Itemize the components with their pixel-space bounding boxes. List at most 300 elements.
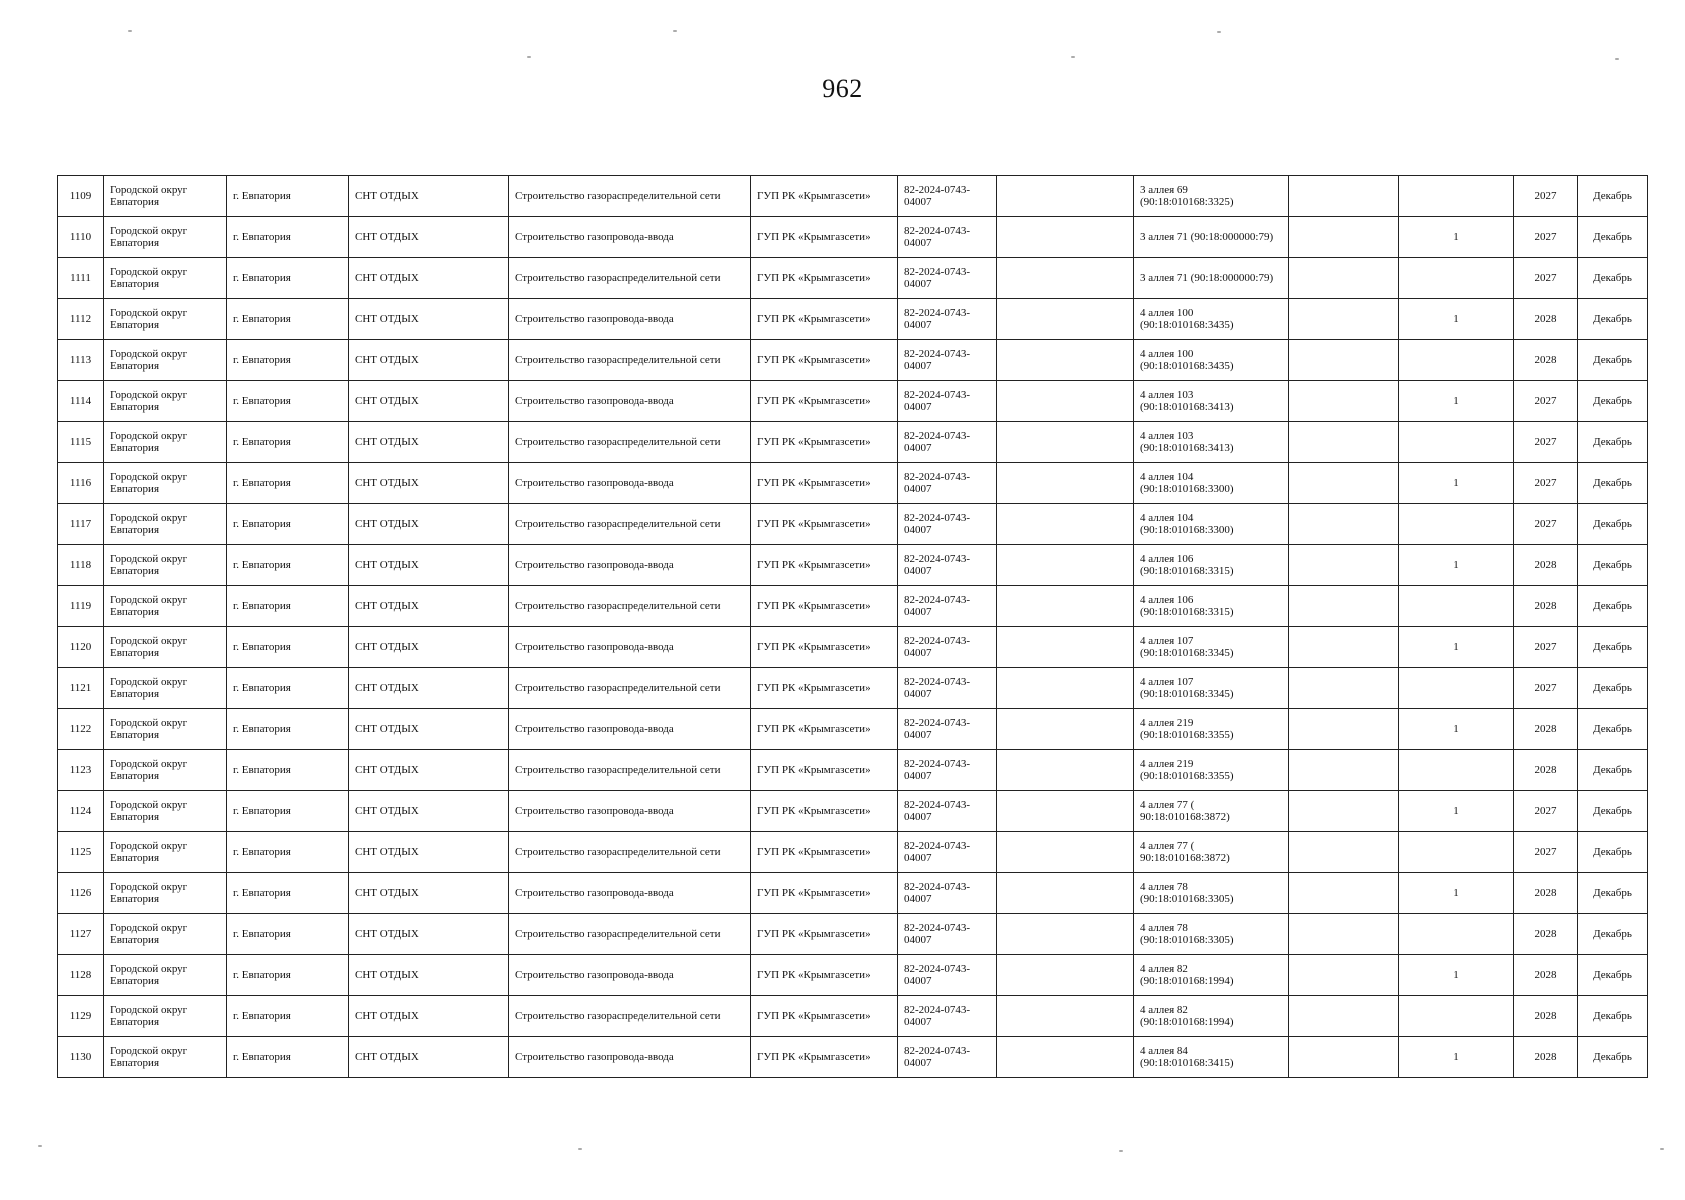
work-type-cell: Строительство газораспределительной сети [509,504,751,545]
table-row [58,627,1648,668]
snt-cell: СНТ ОТДЫХ [349,996,509,1037]
address-cell: 4 аллея 219 (90:18:010168:3355) [1134,750,1289,791]
address-cell: 4 аллея 107 (90:18:010168:3345) [1134,668,1289,709]
snt-cell: СНТ ОТДЫХ [349,381,509,422]
month-cell: Декабрь [1578,955,1648,996]
empty-cell [997,832,1134,873]
count-cell: 1 [1399,955,1514,996]
city-cell: г. Евпатория [227,791,349,832]
contract-number-cell: 82-2024-0743-04007 [898,832,997,873]
contract-number-cell: 82-2024-0743-04007 [898,627,997,668]
organization-cell: ГУП РК «Крымгазсети» [751,340,898,381]
contract-number-cell: 82-2024-0743-04007 [898,873,997,914]
count-cell: 1 [1399,463,1514,504]
table-row [58,955,1648,996]
year-cell: 2028 [1514,996,1578,1037]
row-number: 1113 [58,340,104,381]
snt-cell: СНТ ОТДЫХ [349,914,509,955]
snt-cell: СНТ ОТДЫХ [349,832,509,873]
organization-cell: ГУП РК «Крымгазсети» [751,586,898,627]
snt-cell: СНТ ОТДЫХ [349,791,509,832]
city-cell: г. Евпатория [227,340,349,381]
district-cell: Городской округ Евпатория [104,709,227,750]
work-type-cell: Строительство газопровода-ввода [509,545,751,586]
row-number: 1126 [58,873,104,914]
city-cell: г. Евпатория [227,176,349,217]
snt-cell: СНТ ОТДЫХ [349,709,509,750]
district-cell: Городской округ Евпатория [104,463,227,504]
work-type-cell: Строительство газораспределительной сети [509,422,751,463]
table-row [58,709,1648,750]
organization-cell: ГУП РК «Крымгазсети» [751,750,898,791]
month-cell: Декабрь [1578,217,1648,258]
work-type-cell: Строительство газопровода-ввода [509,791,751,832]
count-cell [1399,176,1514,217]
month-cell: Декабрь [1578,504,1648,545]
empty-cell [1289,586,1399,627]
snt-cell: СНТ ОТДЫХ [349,504,509,545]
snt-cell: СНТ ОТДЫХ [349,586,509,627]
month-cell: Декабрь [1578,340,1648,381]
month-cell: Декабрь [1578,709,1648,750]
city-cell: г. Евпатория [227,914,349,955]
empty-cell [997,750,1134,791]
district-cell: Городской округ Евпатория [104,955,227,996]
organization-cell: ГУП РК «Крымгазсети» [751,176,898,217]
snt-cell: СНТ ОТДЫХ [349,955,509,996]
snt-cell: СНТ ОТДЫХ [349,668,509,709]
snt-cell: СНТ ОТДЫХ [349,422,509,463]
year-cell: 2027 [1514,176,1578,217]
year-cell: 2027 [1514,463,1578,504]
table-row [58,340,1648,381]
year-cell: 2027 [1514,217,1578,258]
contract-number-cell: 82-2024-0743-04007 [898,586,997,627]
year-cell: 2028 [1514,955,1578,996]
empty-cell [1289,791,1399,832]
address-cell: 3 аллея 69 (90:18:010168:3325) [1134,176,1289,217]
organization-cell: ГУП РК «Крымгазсети» [751,504,898,545]
work-type-cell: Строительство газораспределительной сети [509,832,751,873]
empty-cell [997,176,1134,217]
empty-cell [997,463,1134,504]
count-cell: 1 [1399,299,1514,340]
snt-cell: СНТ ОТДЫХ [349,258,509,299]
page-number: 962 [822,74,863,103]
empty-cell [1289,258,1399,299]
district-cell: Городской округ Евпатория [104,381,227,422]
city-cell: г. Евпатория [227,545,349,586]
year-cell: 2028 [1514,586,1578,627]
address-cell: 4 аллея 82 (90:18:010168:1994) [1134,955,1289,996]
organization-cell: ГУП РК «Крымгазсети» [751,217,898,258]
empty-cell [997,709,1134,750]
empty-cell [997,217,1134,258]
year-cell: 2028 [1514,750,1578,791]
empty-cell [997,586,1134,627]
table-row [58,176,1648,217]
table-row [58,463,1648,504]
address-cell: 4 аллея 100 (90:18:010168:3435) [1134,340,1289,381]
year-cell: 2027 [1514,627,1578,668]
empty-cell [1289,832,1399,873]
count-cell: 1 [1399,709,1514,750]
city-cell: г. Евпатория [227,627,349,668]
district-cell: Городской округ Евпатория [104,996,227,1037]
work-type-cell: Строительство газораспределительной сети [509,668,751,709]
empty-cell [1289,545,1399,586]
snt-cell: СНТ ОТДЫХ [349,545,509,586]
table-row [58,545,1648,586]
empty-cell [997,1037,1134,1078]
count-cell: 1 [1399,873,1514,914]
scan-speck [527,56,531,58]
city-cell: г. Евпатория [227,217,349,258]
city-cell: г. Евпатория [227,422,349,463]
count-cell [1399,422,1514,463]
count-cell [1399,258,1514,299]
month-cell: Декабрь [1578,873,1648,914]
empty-cell [997,422,1134,463]
organization-cell: ГУП РК «Крымгазсети» [751,299,898,340]
contract-number-cell: 82-2024-0743-04007 [898,996,997,1037]
table-row [58,668,1648,709]
scan-speck [1615,58,1619,60]
count-cell [1399,340,1514,381]
contract-number-cell: 82-2024-0743-04007 [898,1037,997,1078]
count-cell [1399,996,1514,1037]
city-cell: г. Евпатория [227,832,349,873]
empty-cell [997,299,1134,340]
month-cell: Декабрь [1578,914,1648,955]
table-row [58,299,1648,340]
month-cell: Декабрь [1578,176,1648,217]
row-number: 1111 [58,258,104,299]
organization-cell: ГУП РК «Крымгазсети» [751,1037,898,1078]
empty-cell [997,996,1134,1037]
district-cell: Городской округ Евпатория [104,627,227,668]
month-cell: Декабрь [1578,258,1648,299]
district-cell: Городской округ Евпатория [104,914,227,955]
year-cell: 2028 [1514,1037,1578,1078]
year-cell: 2028 [1514,873,1578,914]
empty-cell [1289,996,1399,1037]
row-number: 1115 [58,422,104,463]
address-cell: 4 аллея 100 (90:18:010168:3435) [1134,299,1289,340]
table-row [58,586,1648,627]
scan-speck [673,30,677,32]
work-type-cell: Строительство газораспределительной сети [509,176,751,217]
empty-cell [1289,217,1399,258]
city-cell: г. Евпатория [227,1037,349,1078]
count-cell: 1 [1399,791,1514,832]
work-type-cell: Строительство газопровода-ввода [509,381,751,422]
empty-cell [1289,176,1399,217]
year-cell: 2027 [1514,381,1578,422]
organization-cell: ГУП РК «Крымгазсети» [751,873,898,914]
row-number: 1118 [58,545,104,586]
row-number: 1127 [58,914,104,955]
organization-cell: ГУП РК «Крымгазсети» [751,914,898,955]
contract-number-cell: 82-2024-0743-04007 [898,258,997,299]
empty-cell [997,627,1134,668]
work-type-cell: Строительство газопровода-ввода [509,627,751,668]
count-cell [1399,750,1514,791]
scan-speck [1217,31,1221,33]
snt-cell: СНТ ОТДЫХ [349,1037,509,1078]
work-type-cell: Строительство газораспределительной сети [509,914,751,955]
address-cell: 3 аллея 71 (90:18:000000:79) [1134,217,1289,258]
organization-cell: ГУП РК «Крымгазсети» [751,381,898,422]
empty-cell [997,791,1134,832]
organization-cell: ГУП РК «Крымгазсети» [751,955,898,996]
table-row [58,996,1648,1037]
address-cell: 4 аллея 107 (90:18:010168:3345) [1134,627,1289,668]
work-type-cell: Строительство газораспределительной сети [509,750,751,791]
month-cell: Декабрь [1578,463,1648,504]
snt-cell: СНТ ОТДЫХ [349,627,509,668]
row-number: 1119 [58,586,104,627]
empty-cell [1289,381,1399,422]
year-cell: 2028 [1514,914,1578,955]
row-number: 1112 [58,299,104,340]
month-cell: Декабрь [1578,586,1648,627]
empty-cell [1289,627,1399,668]
table-row [58,873,1648,914]
city-cell: г. Евпатория [227,586,349,627]
district-cell: Городской округ Евпатория [104,422,227,463]
snt-cell: СНТ ОТДЫХ [349,340,509,381]
contract-number-cell: 82-2024-0743-04007 [898,422,997,463]
address-cell: 4 аллея 78 (90:18:010168:3305) [1134,873,1289,914]
row-number: 1125 [58,832,104,873]
count-cell: 1 [1399,1037,1514,1078]
empty-cell [997,545,1134,586]
address-cell: 3 аллея 71 (90:18:000000:79) [1134,258,1289,299]
empty-cell [1289,873,1399,914]
row-number: 1116 [58,463,104,504]
organization-cell: ГУП РК «Крымгазсети» [751,709,898,750]
row-number: 1128 [58,955,104,996]
row-number: 1122 [58,709,104,750]
table-body [58,176,1648,1078]
contract-number-cell: 82-2024-0743-04007 [898,504,997,545]
year-cell: 2027 [1514,422,1578,463]
empty-cell [1289,422,1399,463]
table-row [58,422,1648,463]
empty-cell [997,258,1134,299]
contract-number-cell: 82-2024-0743-04007 [898,545,997,586]
organization-cell: ГУП РК «Крымгазсети» [751,463,898,504]
contract-number-cell: 82-2024-0743-04007 [898,709,997,750]
row-number: 1121 [58,668,104,709]
organization-cell: ГУП РК «Крымгазсети» [751,668,898,709]
work-type-cell: Строительство газопровода-ввода [509,955,751,996]
snt-cell: СНТ ОТДЫХ [349,750,509,791]
month-cell: Декабрь [1578,996,1648,1037]
address-cell: 4 аллея 103 (90:18:010168:3413) [1134,381,1289,422]
organization-cell: ГУП РК «Крымгазсети» [751,627,898,668]
district-cell: Городской округ Евпатория [104,176,227,217]
row-number: 1124 [58,791,104,832]
count-cell: 1 [1399,627,1514,668]
organization-cell: ГУП РК «Крымгазсети» [751,258,898,299]
empty-cell [1289,504,1399,545]
month-cell: Декабрь [1578,422,1648,463]
district-cell: Городской округ Евпатория [104,258,227,299]
city-cell: г. Евпатория [227,709,349,750]
contract-number-cell: 82-2024-0743-04007 [898,381,997,422]
work-type-cell: Строительство газопровода-ввода [509,873,751,914]
district-cell: Городской округ Евпатория [104,1037,227,1078]
snt-cell: СНТ ОТДЫХ [349,217,509,258]
empty-cell [997,914,1134,955]
contract-number-cell: 82-2024-0743-04007 [898,299,997,340]
address-cell: 4 аллея 104 (90:18:010168:3300) [1134,504,1289,545]
table-row [58,258,1648,299]
city-cell: г. Евпатория [227,668,349,709]
work-type-cell: Строительство газораспределительной сети [509,996,751,1037]
row-number: 1130 [58,1037,104,1078]
district-cell: Городской округ Евпатория [104,217,227,258]
registry-table [57,175,1648,1078]
year-cell: 2028 [1514,545,1578,586]
table-row [58,914,1648,955]
snt-cell: СНТ ОТДЫХ [349,873,509,914]
district-cell: Городской округ Евпатория [104,832,227,873]
year-cell: 2028 [1514,340,1578,381]
month-cell: Декабрь [1578,299,1648,340]
empty-cell [1289,914,1399,955]
work-type-cell: Строительство газопровода-ввода [509,299,751,340]
organization-cell: ГУП РК «Крымгазсети» [751,422,898,463]
work-type-cell: Строительство газораспределительной сети [509,258,751,299]
city-cell: г. Евпатория [227,463,349,504]
year-cell: 2027 [1514,258,1578,299]
work-type-cell: Строительство газопровода-ввода [509,217,751,258]
year-cell: 2027 [1514,668,1578,709]
year-cell: 2028 [1514,299,1578,340]
count-cell [1399,504,1514,545]
district-cell: Городской округ Евпатория [104,340,227,381]
year-cell: 2027 [1514,791,1578,832]
work-type-cell: Строительство газораспределительной сети [509,586,751,627]
table-row [58,381,1648,422]
city-cell: г. Евпатория [227,996,349,1037]
contract-number-cell: 82-2024-0743-04007 [898,217,997,258]
count-cell [1399,914,1514,955]
scan-speck [578,1148,582,1150]
row-number: 1114 [58,381,104,422]
month-cell: Декабрь [1578,1037,1648,1078]
city-cell: г. Евпатория [227,873,349,914]
city-cell: г. Евпатория [227,955,349,996]
empty-cell [1289,299,1399,340]
work-type-cell: Строительство газопровода-ввода [509,709,751,750]
district-cell: Городской округ Евпатория [104,668,227,709]
count-cell [1399,586,1514,627]
year-cell: 2028 [1514,709,1578,750]
row-number: 1129 [58,996,104,1037]
snt-cell: СНТ ОТДЫХ [349,176,509,217]
scan-speck [38,1145,42,1147]
work-type-cell: Строительство газораспределительной сети [509,340,751,381]
table-row [58,217,1648,258]
district-cell: Городской округ Евпатория [104,750,227,791]
city-cell: г. Евпатория [227,750,349,791]
city-cell: г. Евпатория [227,299,349,340]
empty-cell [997,340,1134,381]
address-cell: 4 аллея 77 ( 90:18:010168:3872) [1134,791,1289,832]
address-cell: 4 аллея 103 (90:18:010168:3413) [1134,422,1289,463]
contract-number-cell: 82-2024-0743-04007 [898,914,997,955]
empty-cell [997,381,1134,422]
address-cell: 4 аллея 219 (90:18:010168:3355) [1134,709,1289,750]
scan-speck [128,30,132,32]
empty-cell [997,873,1134,914]
row-number: 1110 [58,217,104,258]
year-cell: 2027 [1514,832,1578,873]
district-cell: Городской округ Евпатория [104,299,227,340]
month-cell: Декабрь [1578,627,1648,668]
month-cell: Декабрь [1578,381,1648,422]
empty-cell [997,955,1134,996]
empty-cell [1289,1037,1399,1078]
table-row [58,1037,1648,1078]
row-number: 1123 [58,750,104,791]
contract-number-cell: 82-2024-0743-04007 [898,176,997,217]
address-cell: 4 аллея 84 (90:18:010168:3415) [1134,1037,1289,1078]
count-cell: 1 [1399,217,1514,258]
count-cell [1399,832,1514,873]
month-cell: Декабрь [1578,832,1648,873]
table-row [58,504,1648,545]
organization-cell: ГУП РК «Крымгазсети» [751,996,898,1037]
district-cell: Городской округ Евпатория [104,504,227,545]
empty-cell [1289,668,1399,709]
city-cell: г. Евпатория [227,504,349,545]
year-cell: 2027 [1514,504,1578,545]
contract-number-cell: 82-2024-0743-04007 [898,750,997,791]
contract-number-cell: 82-2024-0743-04007 [898,463,997,504]
month-cell: Декабрь [1578,750,1648,791]
empty-cell [997,668,1134,709]
district-cell: Городской округ Евпатория [104,791,227,832]
district-cell: Городской округ Евпатория [104,545,227,586]
contract-number-cell: 82-2024-0743-04007 [898,791,997,832]
empty-cell [1289,709,1399,750]
snt-cell: СНТ ОТДЫХ [349,299,509,340]
organization-cell: ГУП РК «Крымгазсети» [751,791,898,832]
work-type-cell: Строительство газопровода-ввода [509,1037,751,1078]
empty-cell [1289,750,1399,791]
contract-number-cell: 82-2024-0743-04007 [898,955,997,996]
organization-cell: ГУП РК «Крымгазсети» [751,832,898,873]
scan-speck [1119,1150,1123,1152]
work-type-cell: Строительство газопровода-ввода [509,463,751,504]
district-cell: Городской округ Евпатория [104,586,227,627]
address-cell: 4 аллея 106 (90:18:010168:3315) [1134,545,1289,586]
address-cell: 4 аллея 78 (90:18:010168:3305) [1134,914,1289,955]
district-cell: Городской округ Евпатория [104,873,227,914]
row-number: 1117 [58,504,104,545]
address-cell: 4 аллея 77 ( 90:18:010168:3872) [1134,832,1289,873]
city-cell: г. Евпатория [227,381,349,422]
contract-number-cell: 82-2024-0743-04007 [898,340,997,381]
row-number: 1120 [58,627,104,668]
count-cell [1399,668,1514,709]
contract-number-cell: 82-2024-0743-04007 [898,668,997,709]
